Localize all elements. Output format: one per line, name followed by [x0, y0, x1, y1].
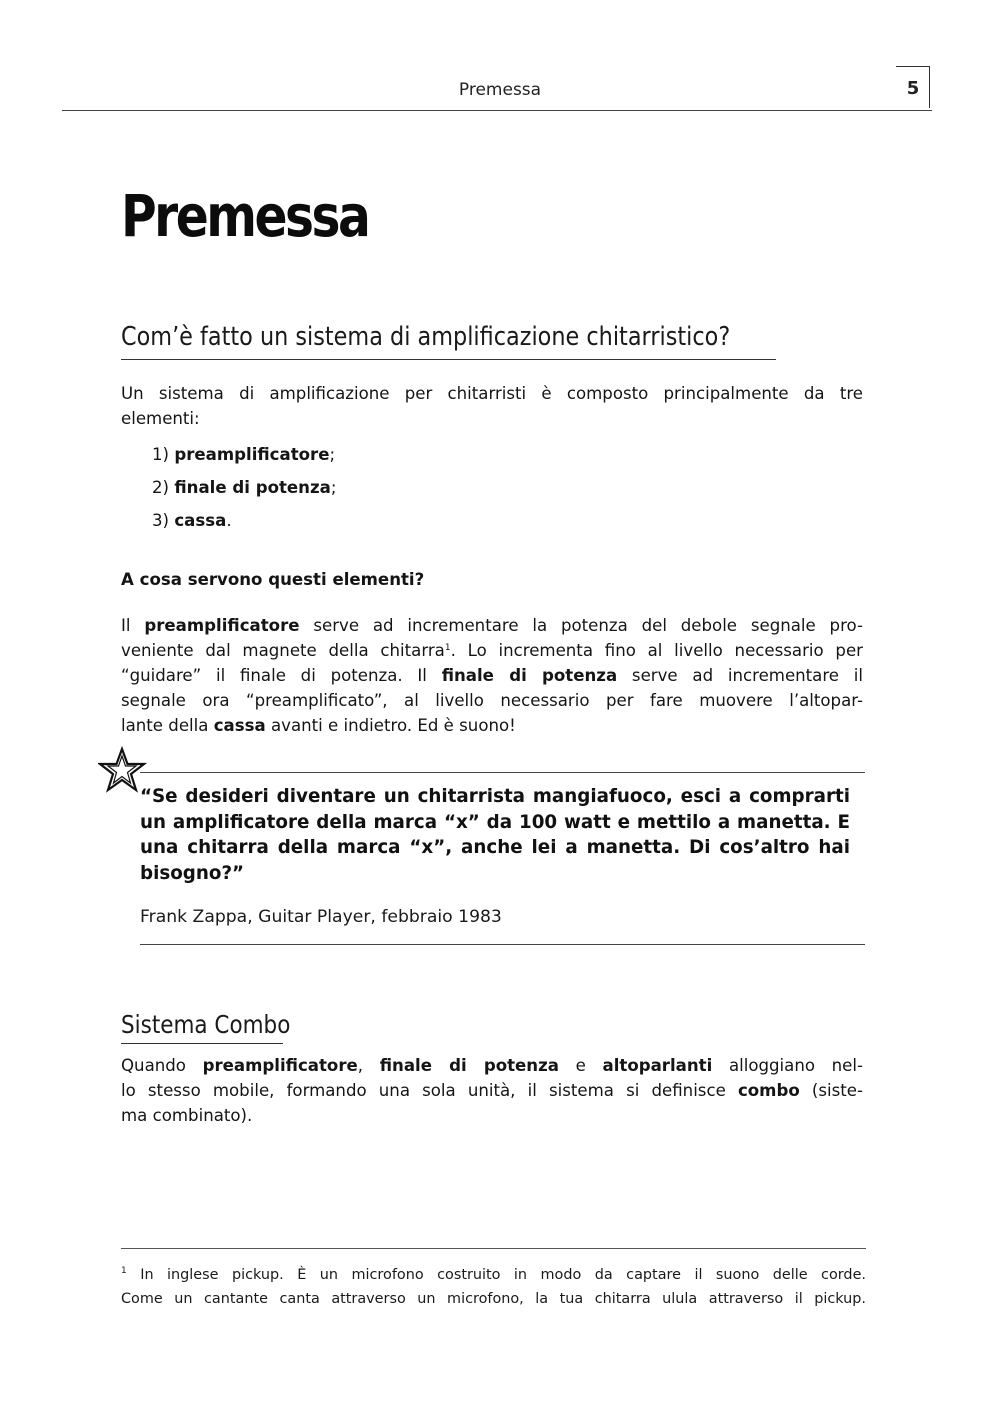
text-run: alloggiano nel-	[712, 1056, 863, 1075]
text-run: serve ad incrementare la potenza del debole segnale pro-	[299, 616, 863, 635]
text-run: . Lo incrementa fino al livello necessario per	[450, 641, 863, 660]
running-header-title: Premessa	[458, 80, 542, 100]
list-number: 2)	[152, 478, 170, 497]
text-run: “guidare” il finale di potenza. Il	[121, 666, 442, 685]
footnote-line	[121, 1263, 866, 1287]
components-list	[152, 438, 552, 537]
text-run: lo stesso mobile, formando una sola unità, il sistema si definisce	[121, 1081, 738, 1100]
section-heading-combo: Sistema Combo	[121, 1010, 291, 1039]
text-run: (siste-	[799, 1081, 863, 1100]
combo-line	[121, 1053, 863, 1078]
text-run: avanti e indietro. Ed è suono!	[265, 716, 516, 735]
bold-term: cassa	[213, 716, 266, 735]
quote-bottom-rule	[140, 944, 865, 945]
list-number: 1)	[152, 445, 170, 464]
bold-term: preamplificatore	[144, 616, 300, 635]
bold-term: combo	[737, 1081, 800, 1100]
list-term: finale di potenza	[174, 478, 331, 497]
list-punct: ;	[329, 445, 336, 464]
intro-paragraph	[121, 381, 863, 431]
bold-term: preamplificatore	[202, 1056, 358, 1075]
quote-line: un amplificatore della marca “x” da 100 watt e mettilo a manetta. E	[140, 811, 850, 833]
combo-paragraph	[121, 1053, 863, 1128]
page-number: 5	[906, 78, 920, 99]
answer-line	[121, 638, 863, 663]
combo-line	[121, 1078, 863, 1103]
list-term: preamplificatore	[174, 445, 330, 464]
text-run: ,	[357, 1056, 380, 1075]
quote-attribution: Frank Zappa, Guitar Player, febbraio 1983	[140, 907, 502, 927]
intro-line: Un sistema di amplificazione per chitarristi è composto principalmente da tre	[121, 384, 863, 403]
quote-line: una chitarra della marca “x”, anche lei a manetta. Di cos’altro hai	[140, 837, 850, 858]
answer-line	[121, 613, 863, 638]
header-rule	[62, 110, 932, 111]
quote-text	[140, 784, 850, 886]
text-run: In inglese pickup. È un microfono costruito in modo da captare il suono delle corde.	[126, 1267, 866, 1283]
text-run: veniente dal magnete della chitarra	[121, 641, 445, 660]
quote-line: bisogno?”	[140, 862, 245, 884]
footnote-rule	[121, 1248, 866, 1249]
quote-top-rule	[140, 772, 865, 773]
combo-line: ma combinato).	[121, 1106, 253, 1125]
section-heading-underline	[121, 1043, 283, 1044]
text-run: Quando	[121, 1056, 203, 1075]
list-item-preamplifier	[152, 438, 552, 471]
text-run: lante della	[121, 716, 214, 735]
text-run: Il	[121, 616, 145, 635]
footnote-marker: 1	[121, 1266, 127, 1276]
list-number: 3)	[152, 511, 170, 530]
footnote-ref: 1	[444, 643, 451, 653]
quote-line: “Se desideri diventare un chitarrista mangiafuoco, esci a comprarti	[140, 786, 850, 807]
footnote	[121, 1263, 866, 1311]
bold-term: finale di potenza	[379, 1056, 559, 1075]
chapter-title: Premessa	[121, 182, 369, 250]
list-punct: ;	[330, 478, 337, 497]
intro-line: elementi:	[121, 409, 200, 428]
footnote-line: Come un cantante canta attraverso un microfono, la tua chitarra ulula attraverso il pickup.	[121, 1291, 866, 1307]
list-term: cassa	[174, 511, 227, 530]
list-punct: .	[226, 511, 232, 530]
subheading-question: A cosa servono questi elementi?	[121, 570, 425, 589]
answer-paragraph	[121, 613, 863, 738]
answer-line	[121, 713, 863, 738]
text-run: e	[558, 1056, 603, 1075]
list-item-power-amp	[152, 471, 552, 504]
section-heading-amplification: Com’è fatto un sistema di amplificazione chitarristico?	[121, 322, 731, 352]
section-heading-underline	[121, 359, 776, 360]
text-run: serve ad incrementare il	[617, 666, 863, 685]
bold-term: finale di potenza	[441, 666, 618, 685]
list-item-cabinet	[152, 504, 552, 537]
bold-term: altoparlanti	[602, 1056, 713, 1075]
answer-line	[121, 663, 863, 688]
answer-line: segnale ora “preamplificato”, al livello necessario per fare muovere l’altopar-	[121, 691, 863, 710]
